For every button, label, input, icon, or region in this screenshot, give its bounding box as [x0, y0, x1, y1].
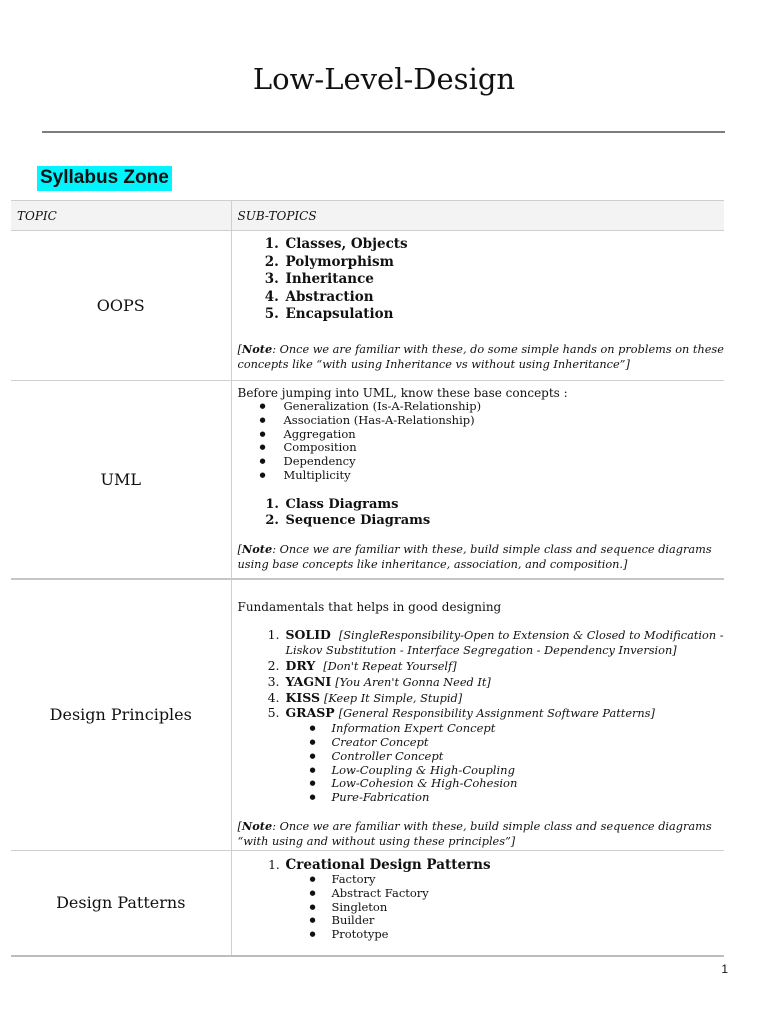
- design-principles-list: [238, 628, 725, 806]
- table-row-oops: [11, 231, 724, 381]
- note-prefix: Note: [241, 819, 273, 834]
- topic-uml: UML: [11, 381, 231, 579]
- uml-base-concepts: [238, 400, 725, 483]
- list-item: ● Prototype: [332, 928, 725, 942]
- note-text: : Once we are familiar with these, do some simple hands on problems on these concepts like “with using Inheritance vs without using Inheritance”]: [237, 342, 724, 371]
- oops-list: [238, 236, 725, 324]
- subtopics-design-principles: [231, 579, 724, 851]
- list-item: ● Dependency: [284, 455, 725, 469]
- list-item: ● Builder: [332, 914, 725, 928]
- document-title: Low-Level-Design: [252, 62, 516, 96]
- subtopics-oops: [231, 231, 724, 381]
- note-prefix: Note: [241, 542, 273, 557]
- section-heading: Syllabus Zone: [37, 166, 172, 191]
- note-uml: [Note: Once we are familiar with these, build simple class and sequence diagrams using base concepts like inheritance, association, and composition.]: [237, 542, 712, 572]
- list-item: [284, 706, 725, 805]
- note-oops: [Note: Once we are familiar with these, do some simple hands on problems on these concepts like “with using Inheritance vs without using Inheritance”]: [237, 341, 724, 371]
- uml-list: [238, 497, 725, 529]
- table-row-design-principles: [11, 579, 724, 851]
- list-item: ● Creator Concept: [332, 736, 725, 750]
- list-item: [284, 691, 725, 707]
- list-item: ● Association (Has-A-Relationship): [284, 414, 725, 428]
- list-item: ● Multiplicity: [284, 469, 725, 483]
- principle-name: YAGNI: [285, 673, 332, 689]
- syllabus-table: [11, 200, 724, 957]
- page-number: 1: [721, 962, 728, 976]
- table-header-row: [11, 201, 724, 231]
- principle-desc: [Keep It Simple, Stupid]: [323, 691, 463, 705]
- table-row-uml: [11, 381, 724, 579]
- principle-name: GRASP: [285, 705, 335, 721]
- list-item: ● Abstract Factory: [332, 887, 725, 901]
- list-item: ● Factory: [332, 873, 725, 887]
- principle-desc: [Don't Repeat Yourself]: [323, 660, 457, 674]
- subtopics-uml: [231, 381, 724, 579]
- list-item: [284, 659, 725, 675]
- list-item: 1. Classes, Objects: [284, 236, 725, 254]
- list-item: ● Singleton: [332, 901, 725, 915]
- header-topic: TOPIC: [11, 201, 231, 231]
- list-item: [284, 628, 725, 660]
- topic-design-principles: Design Principles: [11, 579, 231, 851]
- note-text: : Once we are familiar with these, build simple class and sequence diagrams using base concepts like inheritance, association, and composition.]: [237, 543, 712, 572]
- list-item: ● Generalization (Is-A-Relationship): [284, 400, 725, 414]
- list-item: 2. Sequence Diagrams: [284, 513, 725, 529]
- uml-intro: Before jumping into UML, know these base concepts :: [237, 386, 568, 400]
- list-item: 4. Abstraction: [284, 289, 725, 307]
- principle-desc: [You Aren't Gonna Need It]: [335, 675, 491, 689]
- list-item: ● Aggregation: [284, 428, 725, 442]
- list-item: 3. Inheritance: [284, 271, 725, 289]
- header-subtopics: SUB-TOPICS: [231, 201, 724, 231]
- creational-sublist: [286, 873, 725, 942]
- list-item: ● Low-Cohesion & High-Cohesion: [332, 777, 725, 791]
- subtopics-design-patterns: [231, 851, 724, 956]
- list-item: ● Information Expert Concept: [332, 722, 725, 736]
- list-item: ● Pure-Fabrication: [332, 791, 725, 805]
- principle-name: KISS: [285, 689, 320, 705]
- note-prefix: Note: [241, 341, 273, 356]
- design-principles-intro: Fundamentals that helps in good designing: [237, 599, 502, 614]
- list-item: ● Low-Coupling & High-Coupling: [332, 764, 725, 778]
- list-item: [284, 857, 725, 942]
- title-divider: [42, 131, 725, 133]
- list-item: [284, 675, 725, 691]
- list-item: 2. Polymorphism: [284, 254, 725, 272]
- topic-design-patterns: Design Patterns: [11, 851, 231, 956]
- list-item: ● Controller Concept: [332, 750, 725, 764]
- list-item: 1. Class Diagrams: [284, 497, 725, 513]
- list-item: ● Composition: [284, 441, 725, 455]
- principle-desc: [SingleResponsibility-Open to Extension & Closed to Modification - Liskov Substitution - Interface Segregation - Dependency Inversion]: [285, 628, 724, 658]
- pattern-category: Creational Design Patterns: [285, 857, 491, 873]
- principle-desc: [General Responsibility Assignment Software Patterns]: [338, 707, 655, 721]
- note-design-principles: [Note: Once we are familiar with these, build simple class and sequence diagrams “with using and without using these principles”]: [237, 819, 712, 849]
- principle-name: SOLID: [285, 626, 331, 642]
- grasp-sublist: [286, 722, 725, 805]
- note-text: : Once we are familiar with these, build simple class and sequence diagrams “with using and without using these principles”]: [237, 820, 712, 849]
- topic-oops: OOPS: [11, 231, 231, 381]
- list-item: 5. Encapsulation: [284, 306, 725, 324]
- principle-name: DRY: [285, 658, 316, 674]
- design-patterns-list: [238, 857, 725, 942]
- table-row-design-patterns: [11, 851, 724, 956]
